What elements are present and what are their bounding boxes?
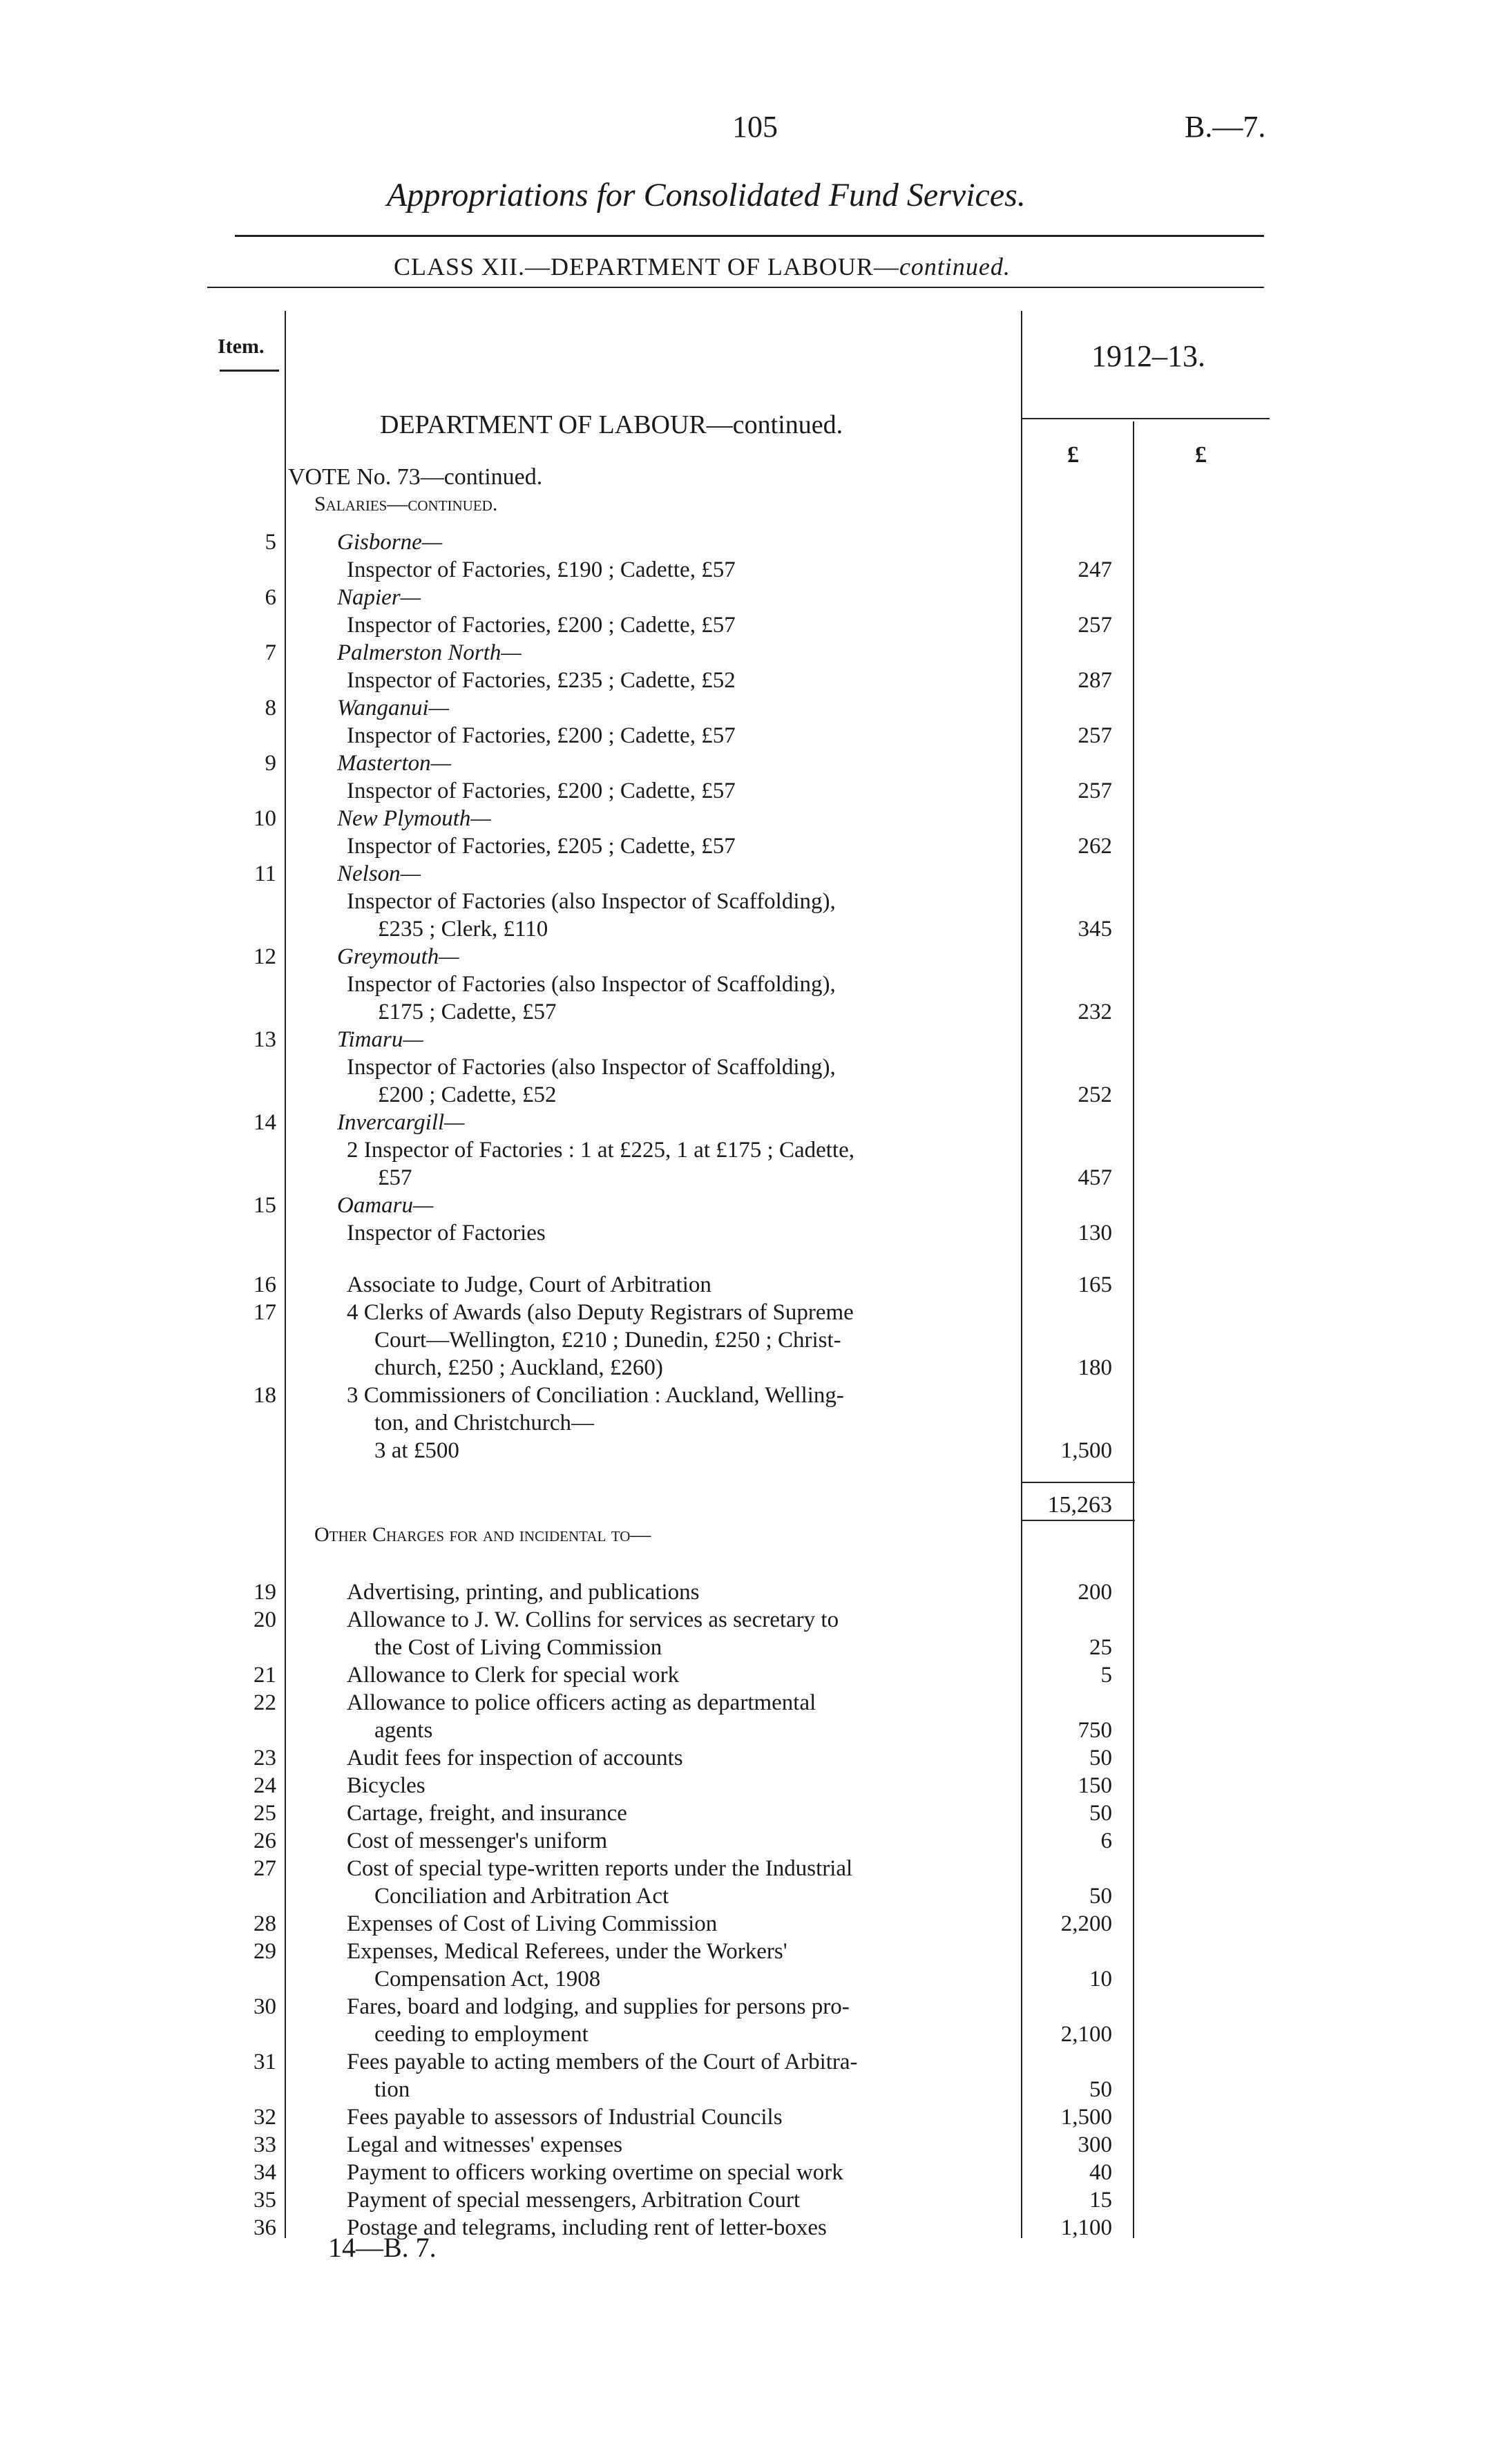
- table-row: [0, 1993, 1501, 2021]
- entry-amount: 457: [1078, 1165, 1112, 1190]
- entry-amount: 750: [1078, 1718, 1112, 1743]
- entry-text: Inspector of Factories: [347, 1221, 546, 1245]
- entry-text: Advertising, printing, and publications: [347, 1580, 700, 1605]
- entry-amount: 15: [1089, 2188, 1112, 2213]
- item-number: 6: [265, 585, 276, 610]
- entry-text: Cost of messenger's uniform: [347, 1828, 608, 1853]
- location-label: Palmerston North—: [337, 640, 522, 665]
- entry-text: Inspector of Factories, £205 ; Cadette, £57: [347, 834, 736, 859]
- entry-text: ceeding to employment: [374, 2022, 589, 2047]
- table-row: [0, 1772, 1501, 1799]
- table-row: [0, 749, 1501, 777]
- item-number: 27: [254, 1856, 276, 1881]
- entry-text: Bicycles: [347, 1773, 426, 1798]
- entry-text: agents: [374, 1718, 433, 1743]
- salaries-label: Salaries—continued.: [314, 493, 498, 515]
- entry-amount: 25: [1089, 1635, 1112, 1660]
- entry-text: church, £250 ; Auckland, £260): [374, 1355, 663, 1380]
- table-row-line: [0, 722, 1501, 749]
- entry-amount: 287: [1078, 668, 1112, 693]
- table-row: [0, 805, 1501, 832]
- item-number: 15: [254, 1193, 276, 1218]
- location-label: Invercargill—: [337, 1110, 465, 1135]
- item-number: 19: [254, 1580, 276, 1605]
- table-row: [0, 2103, 1501, 2131]
- table-row: [0, 639, 1501, 667]
- item-number: 22: [254, 1690, 276, 1715]
- class-heading-continued: continued.: [899, 253, 1011, 280]
- item-number: 5: [265, 530, 276, 555]
- table-row: [0, 1661, 1501, 1689]
- table-row: [0, 1578, 1501, 1606]
- entry-text: Expenses, Medical Referees, under the Workers': [347, 1939, 787, 1964]
- entry-amount: 10: [1089, 1967, 1112, 1992]
- entry-text: Allowance to J. W. Collins for services as secretary to: [347, 1607, 839, 1632]
- entry-amount: 180: [1078, 1355, 1112, 1380]
- table-row-line: [0, 667, 1501, 694]
- entry-text: £57: [378, 1165, 412, 1190]
- entry-text: 3 Commissioners of Conciliation : Auckland, Welling-: [347, 1383, 844, 1408]
- table-row: [0, 1938, 1501, 1965]
- table-row-line: [0, 556, 1501, 584]
- entry-text: Inspector of Factories, £200 ; Cadette, £57: [347, 613, 736, 638]
- entry-text: 3 at £500: [374, 1438, 459, 1463]
- year-header-rule: [1021, 418, 1270, 419]
- entry-amount: 247: [1078, 557, 1112, 582]
- table-row: [0, 1382, 1501, 1409]
- entry-text: Payment of special messengers, Arbitration Court: [347, 2188, 801, 2213]
- footer-signature: 14—B. 7.: [328, 2232, 437, 2263]
- table-row-line: [0, 1882, 1501, 1910]
- entry-text: tion: [374, 2077, 410, 2102]
- item-number: 26: [254, 1828, 276, 1853]
- item-number: 36: [254, 2215, 276, 2240]
- entry-text: 2 Inspector of Factories : 1 at £225, 1 at £175 ; Cadette,: [347, 1138, 854, 1163]
- item-number: 25: [254, 1801, 276, 1826]
- entry-amount: 257: [1078, 779, 1112, 803]
- table-row: [0, 1109, 1501, 1136]
- entry-amount: 6: [1100, 1828, 1112, 1853]
- entry-amount: 5: [1100, 1663, 1112, 1688]
- entry-amount: 165: [1078, 1272, 1112, 1297]
- class-heading-main: CLASS XII.—DEPARTMENT OF LABOUR—: [394, 253, 899, 280]
- table-row-line: [0, 2021, 1501, 2048]
- entry-text: £200 ; Cadette, £52: [378, 1082, 557, 1107]
- item-number: 35: [254, 2188, 276, 2213]
- table-row: [0, 1799, 1501, 1827]
- year-column-header: 1912–13.: [1091, 339, 1205, 373]
- table-row: [0, 528, 1501, 556]
- table-row: [0, 1026, 1501, 1053]
- page-title: Appropriations for Consolidated Fund Services.: [387, 177, 1026, 213]
- entry-text: £235 ; Clerk, £110: [378, 917, 548, 942]
- vote-label: VOTE No. 73—continued.: [288, 464, 543, 490]
- entry-amount: 1,100: [1060, 2215, 1112, 2240]
- entry-text: Conciliation and Arbitration Act: [374, 1884, 669, 1909]
- table-row: [0, 2186, 1501, 2214]
- entry-text: Postage and telegrams, including rent of letter-boxes: [347, 2215, 827, 2240]
- table-row: [0, 1910, 1501, 1938]
- entry-text: Court—Wellington, £210 ; Dunedin, £250 ; Christ-: [374, 1328, 841, 1353]
- item-number: 29: [254, 1939, 276, 1964]
- location-label: Masterton—: [337, 751, 451, 776]
- item-number: 8: [265, 696, 276, 720]
- item-number: 23: [254, 1746, 276, 1770]
- entry-text: Cartage, freight, and insurance: [347, 1801, 627, 1826]
- entry-amount: 50: [1089, 1746, 1112, 1770]
- entry-text: Inspector of Factories (also Inspector of Scaffolding),: [347, 889, 836, 914]
- table-row-line: [0, 1081, 1501, 1109]
- table-row: [0, 1827, 1501, 1855]
- item-number: 30: [254, 1994, 276, 2019]
- item-number: 32: [254, 2105, 276, 2130]
- entry-text: Inspector of Factories, £200 ; Cadette, £57: [347, 723, 736, 748]
- location-label: Wanganui—: [337, 696, 449, 720]
- table-row: [0, 1271, 1501, 1299]
- item-number: 34: [254, 2160, 276, 2185]
- entry-amount: 2,100: [1060, 2022, 1112, 2047]
- entry-text: Audit fees for inspection of accounts: [347, 1746, 683, 1770]
- entry-amount: 257: [1078, 613, 1112, 638]
- title-rule: [235, 235, 1264, 237]
- table-row-line: [0, 1634, 1501, 1661]
- item-number: 12: [254, 944, 276, 969]
- table-row-line: [0, 1164, 1501, 1192]
- item-number: 31: [254, 2050, 276, 2074]
- class-heading: [394, 252, 1011, 281]
- table-row: [0, 1855, 1501, 1882]
- entry-text: Expenses of Cost of Living Commission: [347, 1911, 718, 1936]
- item-number: 24: [254, 1773, 276, 1798]
- subtotal-rule-bottom: [1021, 1520, 1135, 1521]
- entry-amount: 200: [1078, 1580, 1112, 1605]
- table-row: [0, 860, 1501, 888]
- entry-text: Legal and witnesses' expenses: [347, 2132, 623, 2157]
- table-row-line: [0, 832, 1501, 860]
- table-row-line: [0, 1409, 1501, 1437]
- entry-text: Inspector of Factories, £235 ; Cadette, £52: [347, 668, 736, 693]
- table-row-line: [0, 1354, 1501, 1382]
- table-row: [0, 1299, 1501, 1326]
- pound-column-a: £: [1067, 442, 1079, 468]
- page-number: 105: [732, 110, 778, 144]
- table-top-rule: [207, 287, 1264, 288]
- table-row-line: [0, 2076, 1501, 2103]
- entry-text: Fares, board and lodging, and supplies for persons pro-: [347, 1994, 850, 2019]
- location-label: Napier—: [337, 585, 421, 610]
- entry-amount: 2,200: [1060, 1911, 1112, 1936]
- item-number: 21: [254, 1663, 276, 1688]
- entry-text: Allowance to police officers acting as departmental: [347, 1690, 816, 1715]
- table-row: [0, 943, 1501, 971]
- item-number: 33: [254, 2132, 276, 2157]
- entry-text: Allowance to Clerk for special work: [347, 1663, 680, 1688]
- item-number: 18: [254, 1383, 276, 1408]
- entry-text: Fees payable to acting members of the Court of Arbitra-: [347, 2050, 858, 2074]
- location-label: Nelson—: [337, 861, 421, 886]
- entry-amount: 345: [1078, 917, 1112, 942]
- table-row: [0, 1192, 1501, 1219]
- location-label: Oamaru—: [337, 1193, 434, 1218]
- item-header-underline: [220, 370, 279, 372]
- entry-amount: 50: [1089, 1801, 1112, 1826]
- location-label: New Plymouth—: [337, 806, 491, 831]
- table-row-line: [0, 1965, 1501, 1993]
- item-number: 14: [254, 1110, 276, 1135]
- table-row: [0, 1689, 1501, 1717]
- table-row-line: [0, 611, 1501, 639]
- table-row: [0, 1606, 1501, 1634]
- entry-amount: 252: [1078, 1082, 1112, 1107]
- item-number: 16: [254, 1272, 276, 1297]
- table-row-line: [0, 1326, 1501, 1354]
- table-row-line: [0, 1437, 1501, 1464]
- item-number: 11: [254, 861, 276, 886]
- entry-amount: 50: [1089, 2077, 1112, 2102]
- pound-column-b: £: [1195, 442, 1207, 468]
- entry-amount: 130: [1078, 1221, 1112, 1245]
- salaries-total: 15,263: [1047, 1492, 1112, 1518]
- table-row: [0, 2159, 1501, 2186]
- entry-text: Payment to officers working overtime on special work: [347, 2160, 843, 2185]
- table-row-line: [0, 998, 1501, 1026]
- table-row: [0, 2048, 1501, 2076]
- entry-amount: 40: [1089, 2160, 1112, 2185]
- entry-text: Cost of special type-written reports under the Industrial: [347, 1856, 853, 1881]
- table-row-line: [0, 888, 1501, 915]
- table-row-line: [0, 971, 1501, 998]
- entry-amount: 150: [1078, 1773, 1112, 1798]
- table-row-line: [0, 1053, 1501, 1081]
- entry-text: Compensation Act, 1908: [374, 1967, 601, 1992]
- entry-text: Fees payable to assessors of Industrial Councils: [347, 2105, 783, 2130]
- location-label: Gisborne—: [337, 530, 443, 555]
- location-label: Timaru—: [337, 1027, 423, 1052]
- entry-text: the Cost of Living Commission: [374, 1635, 662, 1660]
- entry-text: Associate to Judge, Court of Arbitration: [347, 1272, 711, 1297]
- item-number: 17: [254, 1300, 276, 1325]
- table-row-line: [0, 1136, 1501, 1164]
- table-row: [0, 2131, 1501, 2159]
- entry-text: £175 ; Cadette, £57: [378, 1000, 557, 1024]
- item-number: 9: [265, 751, 276, 776]
- entry-text: Inspector of Factories, £190 ; Cadette, £57: [347, 557, 736, 582]
- table-row: [0, 694, 1501, 722]
- entry-text: ton, and Christchurch—: [374, 1411, 595, 1435]
- entry-text: 4 Clerks of Awards (also Deputy Registrars of Supreme: [347, 1300, 854, 1325]
- table-row: [0, 2214, 1501, 2242]
- table-row-line: [0, 1219, 1501, 1247]
- entry-text: Inspector of Factories (also Inspector of Scaffolding),: [347, 1055, 836, 1080]
- item-number: 28: [254, 1911, 276, 1936]
- other-charges-heading: Other Charges for and incidental to—: [314, 1523, 651, 1546]
- item-number: 10: [254, 806, 276, 831]
- table-row: [0, 584, 1501, 611]
- department-heading: DEPARTMENT OF LABOUR—continued.: [380, 410, 843, 439]
- table-row-line: [0, 1717, 1501, 1744]
- entry-text: Inspector of Factories, £200 ; Cadette, £57: [347, 779, 736, 803]
- item-number: 13: [254, 1027, 276, 1052]
- entry-amount: 300: [1078, 2132, 1112, 2157]
- item-number: 20: [254, 1607, 276, 1632]
- subtotal-rule-top: [1021, 1482, 1135, 1483]
- entry-amount: 50: [1089, 1884, 1112, 1909]
- document-reference: B.—7.: [1185, 110, 1266, 144]
- location-label: Greymouth—: [337, 944, 459, 969]
- entry-amount: 257: [1078, 723, 1112, 748]
- entry-amount: 1,500: [1060, 2105, 1112, 2130]
- entry-text: Inspector of Factories (also Inspector of Scaffolding),: [347, 972, 836, 997]
- entry-amount: 232: [1078, 1000, 1112, 1024]
- entry-amount: 262: [1078, 834, 1112, 859]
- item-number: 7: [265, 640, 276, 665]
- table-row: [0, 1744, 1501, 1772]
- entry-amount: 1,500: [1060, 1438, 1112, 1463]
- item-column-header: Item.: [218, 335, 265, 358]
- table-row-line: [0, 915, 1501, 943]
- table-row-line: [0, 777, 1501, 805]
